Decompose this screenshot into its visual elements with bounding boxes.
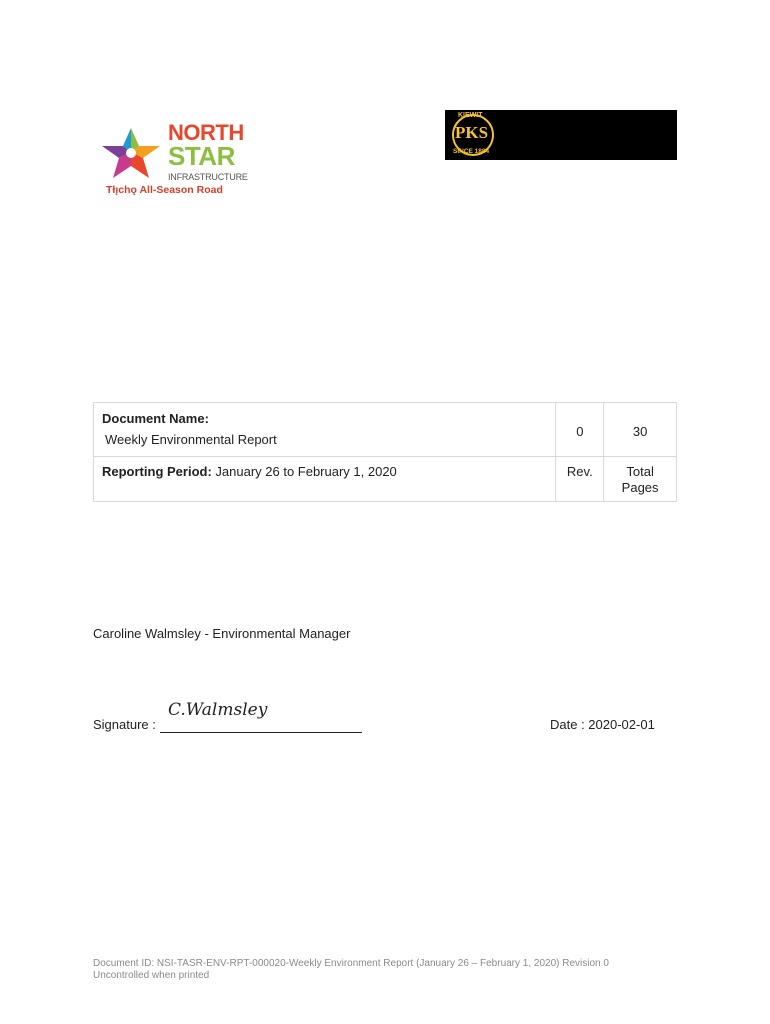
rev-label-cell [556,457,604,502]
reporting-period-value: January 26 to February 1, 2020 [211,464,397,479]
reporting-period-cell [94,457,556,502]
total-pages-value: 30 [632,424,648,439]
footer-document-id: Document ID: NSI-TASR-ENV-RPT-000020-Weekly Environment Report (January 26 – February 1, 2020) Revision 0 [93,958,609,969]
signature-date: Date : 2020-02-01 [550,717,655,732]
footer-uncontrolled-note: Uncontrolled when printed [93,970,210,981]
pages-label-cell [604,457,677,502]
pages-label: Pages [621,480,659,495]
document-footer [93,958,609,982]
logo-star-text: STAR [168,141,235,171]
total-label: Total [626,464,654,479]
signatory-name-title: Caroline Walmsley - Environmental Manager [93,626,351,641]
document-name-value: Weekly Environmental Report [105,432,277,447]
pks-bottom-text: SINCE 1884 [453,148,490,155]
document-name-label: Document Name: [102,411,209,426]
signature-line [160,732,362,733]
reporting-period-label: Reporting Period: [102,464,212,479]
logo-tagline: Tłı̨chǫ All-Season Road [106,184,223,196]
document-info-table [93,402,677,502]
revision-cell [556,403,604,457]
handwritten-signature: C.Walmsley [168,700,268,720]
star-logo-icon [98,124,164,186]
logo-infrastructure-text: INFRASTRUCTURE [168,172,248,182]
northstar-logo [98,120,248,202]
revision-value: 0 [576,424,584,439]
document-name-cell [94,403,556,457]
signature-label: Signature : [93,717,156,732]
total-pages-cell [604,403,677,457]
rev-label: Rev. [566,464,593,479]
pks-top-text: KIEWIT [458,112,483,119]
logo-north-text: NORTH [168,120,244,145]
pks-main-text: PKS [455,123,489,142]
pks-logo [445,110,677,160]
